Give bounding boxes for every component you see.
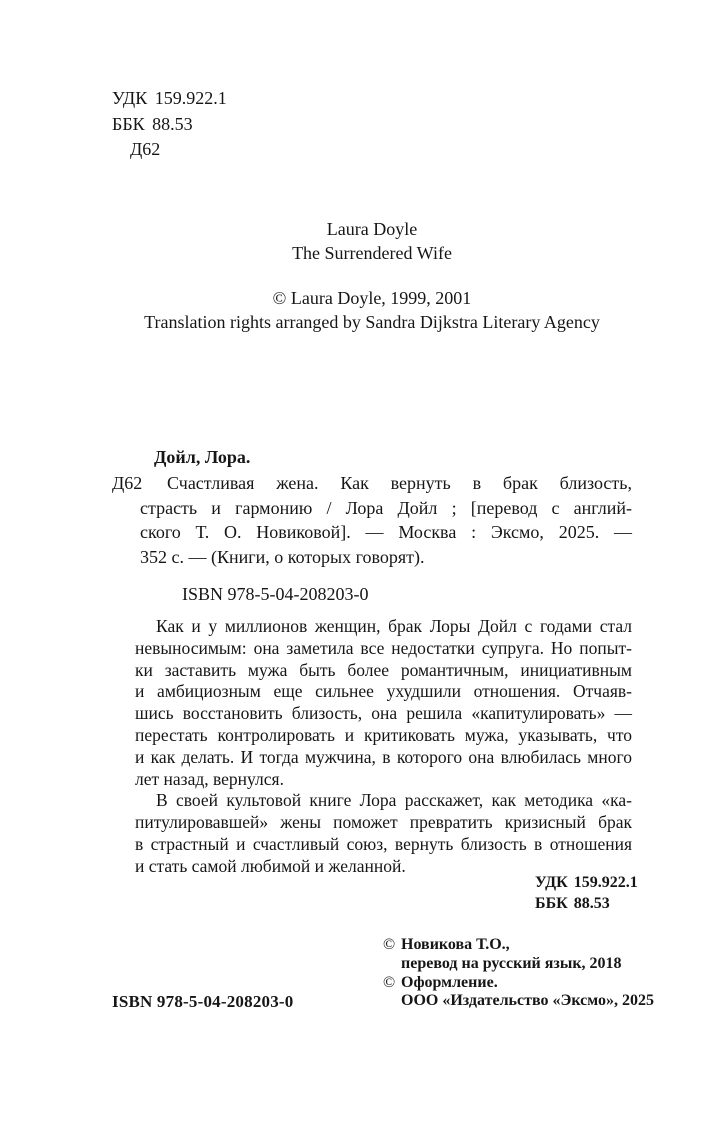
text-line: и как делать. И тогда мужчина, в которого она влюбилась много [135, 746, 632, 767]
original-title: The Surrendered Wife [292, 243, 452, 263]
catalog-isbn: ISBN 978-5-04-208203-0 [182, 584, 369, 604]
text-line: и стать самой любимой и желанной. [135, 855, 406, 876]
catalog-description [140, 471, 632, 569]
text-line: страсть и гармонию / Лора Дойл ; [перевод с англий- [140, 497, 632, 518]
copyright-icon: © [383, 936, 396, 953]
isbn-bottom: ISBN 978-5-04-208203-0 [112, 992, 294, 1011]
original-author: Laura Doyle [326, 219, 418, 239]
copyright-credits [383, 936, 654, 1011]
text-line: невыносимым: она заметила все недостатки супруга. Но попыт- [135, 637, 632, 658]
annotation [135, 616, 632, 878]
bottom-bbk-code: ББК 88.53 [535, 895, 610, 912]
translation-rights-line: Translation rights arranged by Sandra Dijkstra Literary Agency [144, 312, 600, 332]
text-line: ки заставить мужа быть более романтичным, инициативным [135, 659, 632, 680]
udk-code: УДК 159.922.1 [112, 88, 227, 108]
catalog-author-heading: Дойл, Лора. [154, 447, 251, 467]
text-line: ского Т. О. Новиковой]. — Москва : Эксмо, 2025. — [140, 522, 632, 542]
top-classification-codes [112, 86, 227, 163]
copyright-icon: © [383, 973, 396, 991]
text-line: Как и у миллионов женщин, брак Лоры Дойл с годами стал [156, 616, 632, 636]
text-line: лет назад, вернулся. [135, 768, 284, 789]
text-line: Счастливая жена. Как вернуть в брак близость, [167, 473, 632, 493]
annotation-paragraph-1 [135, 616, 632, 790]
credit-translator [383, 936, 654, 974]
original-copyright-line: © Laura Doyle, 1999, 2001 [272, 288, 472, 308]
text-line: и амбициозным еще сильнее ухудшили отношения. Отчаяв- [135, 681, 632, 702]
catalog-description-row [112, 471, 632, 569]
text-line: перестать контролировать и критиковать мужа, указывать, что [135, 724, 632, 745]
text-line: питулировавшей» жены поможет превратить кризисный брак [135, 812, 632, 833]
bottom-classification-codes [535, 872, 638, 914]
credit-translator-name: Новикова Т.О., [401, 936, 510, 953]
text-line: В своей культовой книге Лора расскажет, как методика «ка- [156, 790, 632, 811]
text-line: шись восстановить близость, она решила «капитулировать» — [135, 703, 632, 724]
credit-publisher: ООО «Издательство «Эксмо», 2025 [401, 992, 654, 1010]
bottom-udk-code: УДК 159.922.1 [535, 874, 638, 891]
credit-design-label: Оформление. [401, 973, 498, 991]
catalog-card [112, 445, 632, 606]
credit-translator-role: перевод на русский язык, 2018 [401, 954, 622, 972]
author-sign-code: Д62 [130, 139, 161, 159]
annotation-paragraph-2 [135, 790, 632, 877]
text-line: 352 с. — (Книги, о которых говорят). [140, 546, 425, 567]
bbk-code: ББК 88.53 [112, 113, 193, 134]
original-copyright-block [112, 286, 632, 334]
catalog-author-sign: Д62 [112, 473, 143, 493]
credit-design [383, 974, 654, 1012]
original-edition-block [112, 217, 632, 334]
text-line: в страстный и счастливый союз, вернуть близость в отношения [135, 833, 632, 854]
